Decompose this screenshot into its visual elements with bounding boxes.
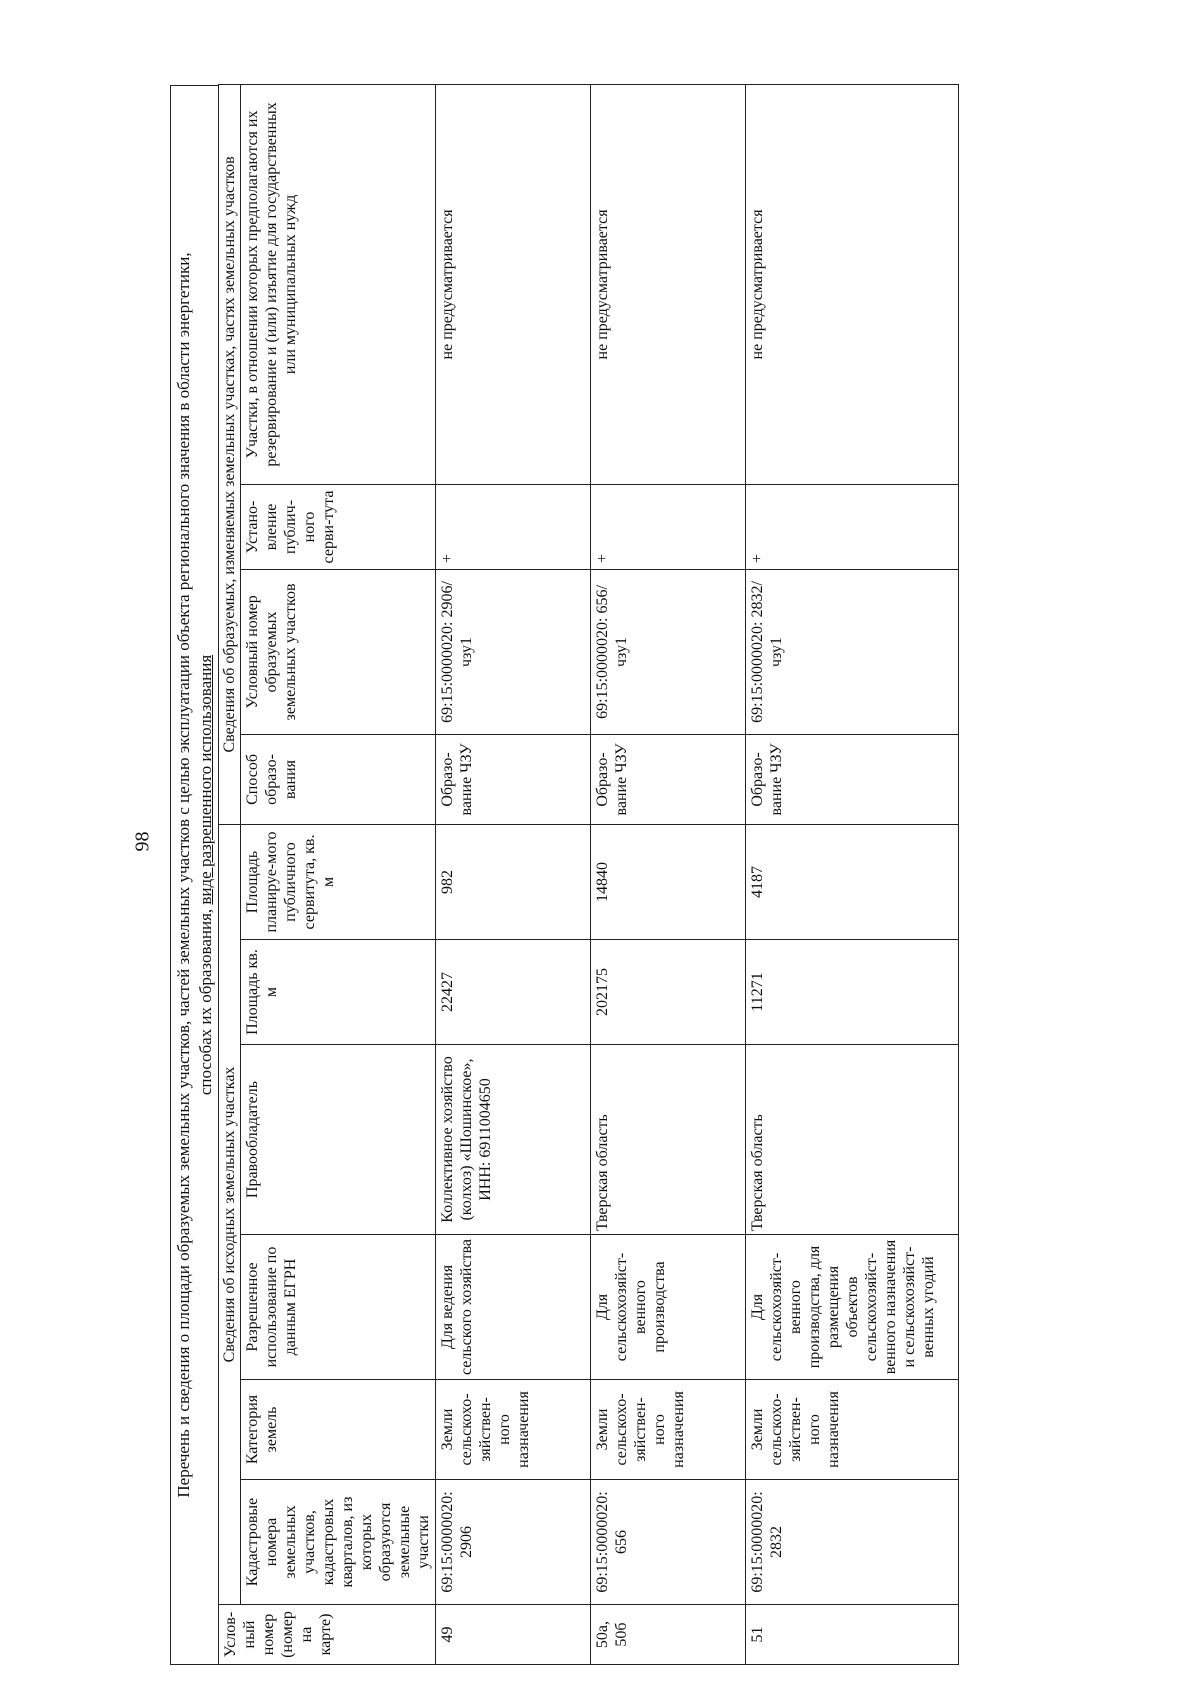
cell-area: 202175	[591, 940, 746, 1045]
cell-num: 50а, 50б	[591, 1605, 746, 1665]
cell-category: Земли сельскохо-зяйствен-ного назначения	[591, 1380, 746, 1480]
table-row	[436, 84, 591, 1664]
cell-num: 49	[436, 1605, 591, 1665]
cell-cadastral: 69:15:0000020: 656	[591, 1480, 746, 1605]
table-title	[170, 85, 218, 1665]
cell-servitude: +	[591, 484, 746, 569]
group-source: Сведения об исходных земельных участках	[219, 824, 241, 1604]
cell-method: Образо-вание ЧЗУ	[591, 734, 746, 824]
cell-method: Образо-вание ЧЗУ	[746, 734, 959, 824]
cell-owner: Коллективное хозяйство (колхоз) «Шошинское», ИНН: 6911004650	[436, 1045, 591, 1235]
cell-reserve: не предусматривается	[436, 84, 591, 484]
cell-cadastral: 69:15:0000020: 2832	[746, 1480, 959, 1605]
title-line-1: Перечень и сведения о площади образуемых земельных участков, частей земельных участков с целью эксплуатации объекта регионального значения в области энергетики,	[174, 252, 193, 1498]
table-row	[591, 84, 746, 1664]
cell-servitude-area: 14840	[591, 824, 746, 939]
cell-category: Земли сельскохо-зяйствен-ного назначения	[436, 1380, 591, 1480]
header-num: Услов-ный номер (номер на карте)	[219, 1605, 436, 1665]
rotated-table-sheet	[170, 85, 1130, 1665]
cell-use: Для сельскохозяйст-венного производства	[591, 1235, 746, 1380]
title-line-2-underlined: виде разрешенного использования	[196, 654, 215, 905]
header-category: Категория земель	[241, 1380, 436, 1480]
cell-servitude-area: 4187	[746, 824, 959, 939]
header-cadastral: Кадастровые номера земельных участков, кадастровых кварталов, из которых образуются земельные участки	[241, 1480, 436, 1605]
cell-area: 11271	[746, 940, 959, 1045]
cell-cadastral: 69:15:0000020: 2906	[436, 1480, 591, 1605]
cell-category: Земли сельскохо-зяйствен-ного назначения	[746, 1380, 959, 1480]
page-number: 98	[131, 831, 154, 852]
title-line-2	[195, 86, 217, 1664]
cell-area: 22427	[436, 940, 591, 1045]
header-servitude-area: Площадь планируе-мого публичного сервитута, кв. м	[241, 824, 436, 939]
title-line-2-text: способах их образования,	[196, 904, 215, 1096]
header-owner: Правообладатель	[241, 1045, 436, 1235]
cell-owner: Тверская область	[746, 1045, 959, 1235]
header-new-number: Условный номер образуемых земельных участков	[241, 569, 436, 734]
header-use: Разрешенное использование по данным ЕГРН	[241, 1235, 436, 1380]
header-servitude: Устано-вление публич-ного серви-тута	[241, 484, 436, 569]
header-area: Площадь кв. м	[241, 940, 436, 1045]
cell-reserve: не предусматривается	[746, 84, 959, 484]
cell-owner: Тверская область	[591, 1045, 746, 1235]
cell-method: Образо-вание ЧЗУ	[436, 734, 591, 824]
cell-new-number: 69:15:0000020: 2906/чзу1	[436, 569, 591, 734]
cell-reserve: не предусматривается	[591, 84, 746, 484]
header-reserve: Участки, в отношении которых предполагаются их резервирование и (или) изъятие для государственных или муниципальных нужд	[241, 84, 436, 484]
cell-new-number: 69:15:0000020: 656/чзу1	[591, 569, 746, 734]
table-row	[746, 84, 959, 1664]
cell-servitude-area: 982	[436, 824, 591, 939]
land-plots-table	[218, 84, 959, 1665]
cell-num: 51	[746, 1605, 959, 1665]
cell-servitude: +	[436, 484, 591, 569]
header-method: Способ образо-вания	[241, 734, 436, 824]
cell-use: Для сельскохозяйст-венного производства, для размещения объектов сельскохозяйст-венного назначения и сельскохозяйст-венных угодий	[746, 1235, 959, 1380]
cell-servitude: +	[746, 484, 959, 569]
cell-new-number: 69:15:0000020: 2832/чзу1	[746, 569, 959, 734]
cell-use: Для ведения сельского хозяйства	[436, 1235, 591, 1380]
group-formed: Сведения об образуемых, изменяемых земельных участках, частях земельных участков	[219, 84, 241, 824]
